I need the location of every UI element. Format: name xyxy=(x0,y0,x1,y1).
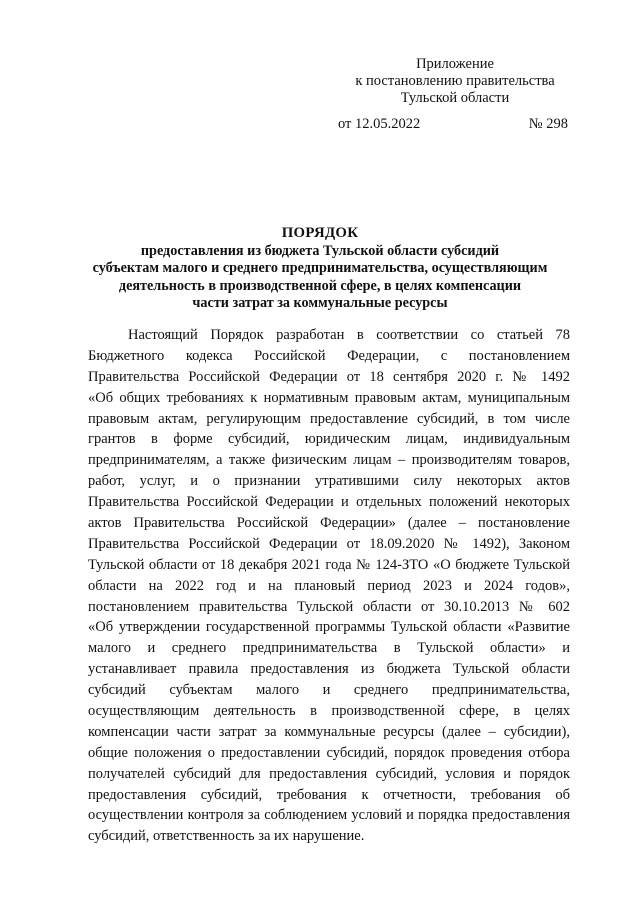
body-line: осуществляющим деятельность в производственной сфере, в целях xyxy=(88,703,570,720)
title-line: субъектам малого и среднего предпринимательства, осуществляющим xyxy=(92,260,548,277)
body-line: Бюджетного кодекса Российской Федерации, с постановлением xyxy=(88,347,570,364)
body-line: субсидий субъектам малого и среднего предпринимательства, xyxy=(88,682,570,699)
body-line: правовым актам, регулирующим предоставление субсидий, в том числе xyxy=(88,410,570,427)
title-line: предоставления из бюджета Тульской области субсидий xyxy=(140,243,500,260)
title-heading: ПОРЯДОК xyxy=(281,225,359,241)
body-line: работ, услуг, и о признании утратившими силу некоторых актов xyxy=(88,473,570,490)
body-line: получателей субсидий для предоставления субсидий, условия и порядок xyxy=(88,765,570,782)
body-line: субсидий, ответственность за их нарушение. xyxy=(88,828,365,845)
body-line: грантов в форме субсидий, юридическим лицам, индивидуальным xyxy=(88,431,570,448)
appendix-line: к постановлению правительства xyxy=(355,73,555,89)
decree-date: от 12.05.2022 xyxy=(338,116,421,132)
body-line: осуществлении контроля за соблюдением условий и порядка предоставления xyxy=(88,807,570,824)
appendix-line: Приложение xyxy=(416,56,494,72)
body-line: компенсации части затрат за коммунальные ресурсы (далее – субсидии), xyxy=(88,723,570,740)
body-line: области на 2022 год и на плановый период 2023 и 2024 годов», xyxy=(88,577,570,594)
appendix-header xyxy=(340,56,570,107)
body-line: малого и среднего предпринимательства в Тульской области» и xyxy=(88,640,570,657)
body-line: Правительства Российской Федерации от 18 сентября 2020 г. № 1492 xyxy=(88,368,570,385)
document-title xyxy=(88,225,552,312)
body-line: Настоящий Порядок разработан в соответствии со статьей 78 xyxy=(128,327,570,343)
body-line: актов Правительства Российской Федерации» (далее – постановление xyxy=(88,515,570,532)
body-line: предоставления субсидий, требования к отчетности, требования об xyxy=(88,786,570,803)
body-paragraph xyxy=(88,325,570,847)
body-line: Правительства Российской Федерации и отдельных положений некоторых xyxy=(88,494,570,511)
body-line: «Об утверждении государственной программы Тульской области «Развитие xyxy=(88,619,570,636)
decree-number: № 298 xyxy=(528,116,568,132)
body-line: Правительства Российской Федерации от 18.09.2020 № 1492), Законом xyxy=(88,535,570,552)
appendix-line: Тульской области xyxy=(400,90,510,106)
body-line: предпринимателям, а также физическим лицам – производителям товаров, xyxy=(88,452,570,469)
body-line: устанавливает правила предоставления из бюджета Тульской области xyxy=(88,661,570,678)
body-line: общие положения о предоставлении субсидий, порядок проведения отбора xyxy=(88,744,570,761)
body-line: «Об общих требованиях к нормативным правовым актам, муниципальным xyxy=(88,389,570,406)
body-line: постановлением правительства Тульской области от 30.10.2013 № 602 xyxy=(88,598,570,615)
body-line: Тульской области от 18 декабря 2021 года № 124-ЗТО «О бюджете Тульской xyxy=(88,556,570,573)
title-line: деятельность в производственной сфере, в целях компенсации xyxy=(118,277,522,294)
title-line: части затрат за коммунальные ресурсы xyxy=(192,294,448,311)
